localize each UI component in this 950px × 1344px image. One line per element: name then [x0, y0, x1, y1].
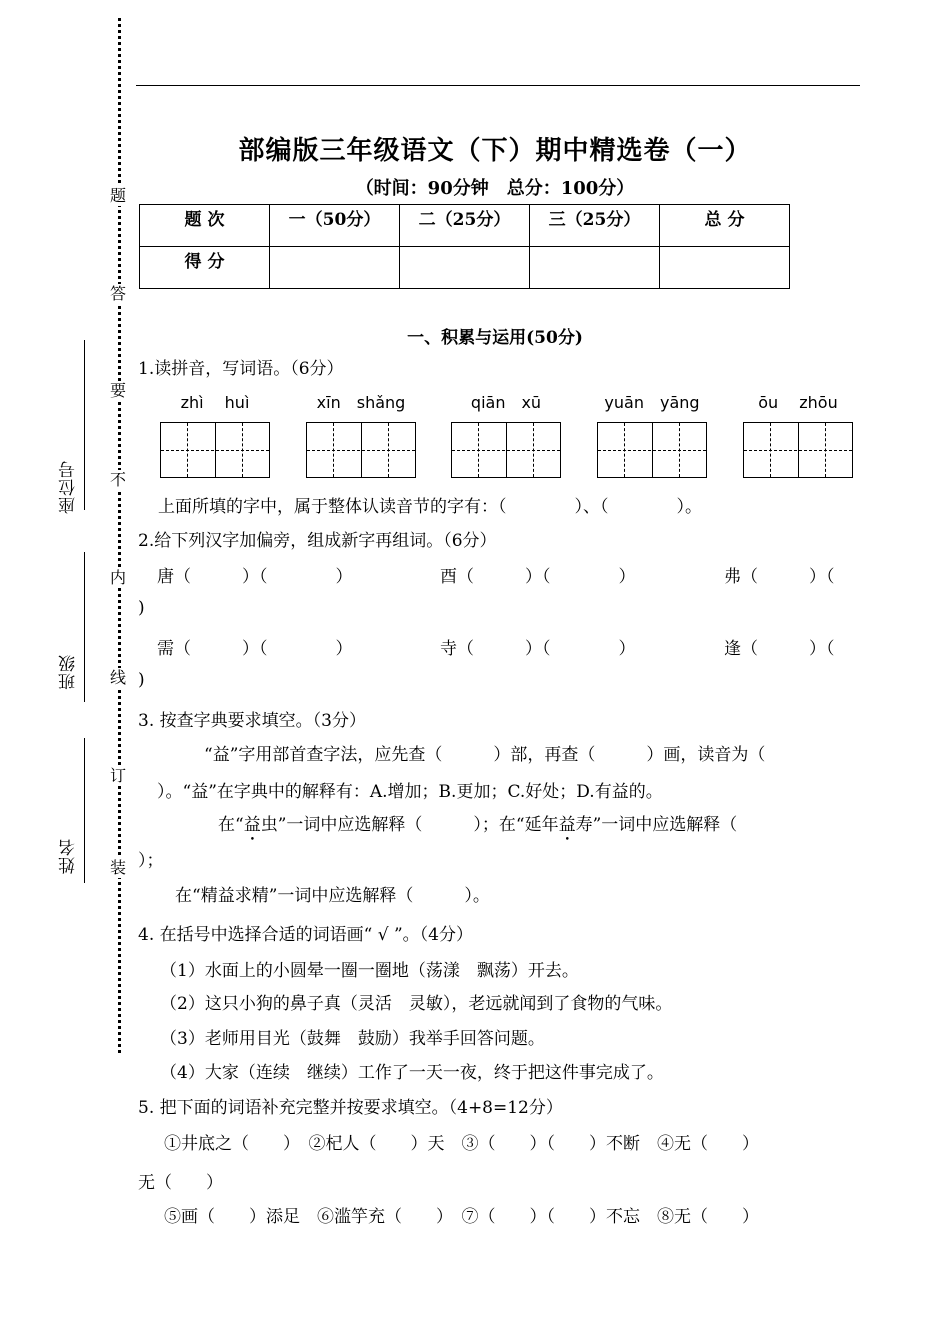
exam-info: （时间：90分钟 总分：100分）	[355, 178, 635, 199]
q2-wrap: )	[138, 598, 145, 618]
score-header-cell: 三（25分）	[530, 205, 660, 247]
name-field[interactable]	[50, 738, 90, 890]
question-5-stem: 5. 把下面的词语补充完整并按要求填空。（4+8=12分）	[138, 1098, 563, 1118]
page-title: 部编版三年级语文（下）期中精选卷（一）	[238, 136, 752, 166]
q2-item: 寺（ ）（ ）	[440, 639, 636, 659]
binding-char: 装	[109, 858, 126, 877]
q5-line: ①井底之（ ） ②杞人（ ）天 ③（ ）（ ）不断 ④无（ ）	[164, 1134, 759, 1154]
question-2-stem: 2.给下列汉字加偏旁，组成新字再组词。（6分）	[138, 531, 497, 551]
binding-char: 不	[109, 470, 126, 489]
score-header-cell: 总 分	[660, 205, 790, 247]
q3-line	[218, 810, 737, 845]
seat-number-field[interactable]	[50, 340, 90, 515]
writing-grid[interactable]	[160, 422, 270, 478]
binding-char: 要	[109, 381, 126, 400]
q3-text: 虫”一词中应选解释（ ）；在“延年	[260, 815, 559, 835]
question-4-stem: 4. 在括号中选择合适的词语画“ √ ”。（4分）	[138, 925, 473, 945]
score-header-cell: 题 次	[140, 205, 270, 247]
score-header-cell: 二（25分）	[400, 205, 530, 247]
q4-item: （2）这只小狗的鼻子真（灵活 灵敏），老远就闻到了食物的气味。	[160, 994, 673, 1014]
q3-text: 在“	[218, 815, 244, 835]
pinyin-label: qiān xū	[470, 393, 542, 412]
question-3-stem: 3. 按查字典要求填空。（3分）	[138, 711, 366, 731]
writing-grid[interactable]	[597, 422, 707, 478]
q4-item: （3）老师用目光（鼓舞 鼓励）我举手回答问题。	[160, 1029, 545, 1049]
seat-number-label: 座位号	[59, 460, 79, 514]
score-cell[interactable]	[660, 247, 790, 289]
binding-char: 题	[109, 186, 126, 205]
binding-char: 线	[109, 668, 126, 687]
header-rule	[136, 85, 860, 86]
writing-grid[interactable]	[306, 422, 416, 478]
q2-item: 需（ ）（ ）	[157, 639, 353, 659]
class-line	[84, 552, 85, 702]
binding-char: 订	[109, 766, 126, 785]
name-line	[84, 738, 85, 883]
q2-item: 酉（ ）（ ）	[440, 567, 636, 587]
class-label: 班级	[59, 654, 79, 690]
q3-line: ）；	[138, 851, 164, 871]
q4-item: （4）大家（连续 继续）工作了一天一夜，终于把这件事完成了。	[160, 1063, 664, 1083]
score-header-cell: 一（50分）	[270, 205, 400, 247]
binding-char: 内	[109, 568, 126, 587]
score-table	[139, 204, 790, 289]
q3-line: “益”字用部首查字法，应先查（ ）部，再查（ ）画，读音为（	[204, 745, 766, 765]
seat-number-line	[84, 340, 85, 510]
q2-item: 唐（ ）（ ）	[157, 567, 353, 587]
score-cell[interactable]	[400, 247, 530, 289]
q3-line: 在“精益求精”一词中应选解释（ ）。	[175, 886, 490, 906]
question-1-follow-up: 上面所填的字中，属于整体认读音节的字有：（ ）、（ ）。	[158, 497, 702, 517]
score-table-header-row	[140, 205, 790, 247]
q2-wrap: )	[138, 670, 145, 690]
q3-text: 寿”一词中应选解释（	[575, 815, 738, 835]
pinyin-label: xīn shǎng	[316, 393, 406, 412]
writing-grid[interactable]	[451, 422, 561, 478]
pinyin-label: ōu zhōu	[758, 393, 838, 412]
pinyin-label: zhì huì	[180, 393, 250, 412]
emphasized-char: 益	[243, 815, 261, 835]
writing-grid[interactable]	[743, 422, 853, 478]
q5-line: ⑤画（ ）添足 ⑥滥竽充（ ） ⑦（ ）（ ）不忘 ⑧无（ ）	[164, 1207, 759, 1227]
name-label: 姓名	[59, 838, 79, 874]
q2-item: 弗（ ）（	[724, 567, 835, 587]
q4-item: （1）水面上的小圆晕一圈一圈地（荡漾 飘荡）开去。	[160, 961, 579, 981]
class-field[interactable]	[50, 552, 90, 707]
emphasized-char: 益	[558, 815, 576, 835]
q3-line: ）。“益”在字典中的解释有：A.增加；B.更加；C.好处；D.有益的。	[157, 782, 663, 802]
score-table-score-row	[140, 247, 790, 289]
score-cell[interactable]	[270, 247, 400, 289]
question-1-stem: 1.读拼音，写词语。（6分）	[138, 359, 344, 379]
q5-wrap: 无（ ）	[138, 1173, 223, 1193]
score-cell[interactable]	[530, 247, 660, 289]
binding-char: 答	[109, 284, 126, 303]
q2-item: 逢（ ）（	[724, 639, 835, 659]
pinyin-label: yuān yāng	[604, 393, 700, 412]
score-row-label: 得 分	[140, 247, 270, 289]
section-title: 一、积累与运用(50分)	[407, 328, 583, 348]
